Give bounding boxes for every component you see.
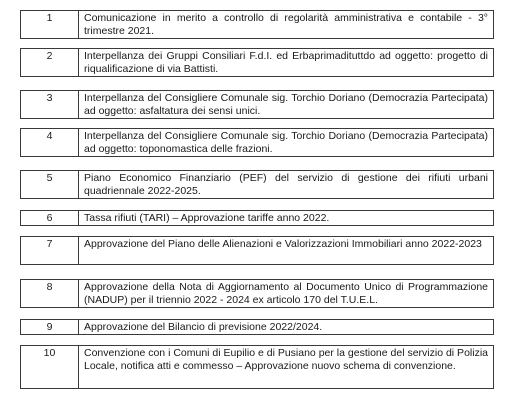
item-number: 8 [20,279,78,308]
item-number: 3 [20,90,78,119]
item-text: Interpellanza del Consigliere Comunale sig. Torchio Doriano (Democrazia Partecipata) ad oggetto: asfaltatura dei sensi unici. [78,90,494,119]
item-text: Interpellanza dei Gruppi Consiliari F.d.I. ed Erbaprimadituttdo ad oggetto: progetto di riqualificazione di via Battisti. [78,48,494,77]
item-text: Approvazione del Bilancio di previsione 2022/2024. [78,319,494,335]
agenda-item-8 [20,279,494,308]
agenda-item-1 [20,10,494,39]
item-text: Tassa rifiuti (TARI) – Approvazione tariffe anno 2022. [78,210,494,226]
item-text: Piano Economico Finanziario (PEF) del servizio di gestione dei rifiuti urbani quadriennale 2022-2025. [78,170,494,199]
item-number: 1 [20,10,78,39]
agenda-item-2 [20,48,494,77]
agenda-item-9 [20,319,494,335]
item-number: 4 [20,128,78,157]
agenda-item-7 [20,236,494,265]
item-number: 5 [20,170,78,199]
agenda-item-10 [20,345,494,389]
item-number: 10 [20,345,78,389]
item-number: 7 [20,236,78,265]
agenda-item-3 [20,90,494,119]
item-text: Approvazione del Piano delle Alienazioni e Valorizzazioni Immobiliari anno 2022-2023 [78,236,494,265]
agenda-item-4 [20,128,494,157]
item-number: 2 [20,48,78,77]
item-text: Comunicazione in merito a controllo di regolarità amministrativa e contabile - 3° trimestre 2021. [78,10,494,39]
item-number: 6 [20,210,78,226]
agenda-item-5 [20,170,494,199]
item-number: 9 [20,319,78,335]
item-text: Approvazione della Nota di Aggiornamento al Documento Unico di Programmazione (NADUP) per il triennio 2022 - 2024 ex articolo 170 del T.U.E.L. [78,279,494,308]
agenda-item-6 [20,210,494,226]
item-text: Interpellanza del Consigliere Comunale sig. Torchio Doriano (Democrazia Partecipata) ad oggetto: toponomastica delle frazioni. [78,128,494,157]
item-text: Convenzione con i Comuni di Eupilio e di Pusiano per la gestione del servizio di Polizia Locale, notifica atti e commesso – Approvazione nuovo schema di convenzione. [78,345,494,389]
